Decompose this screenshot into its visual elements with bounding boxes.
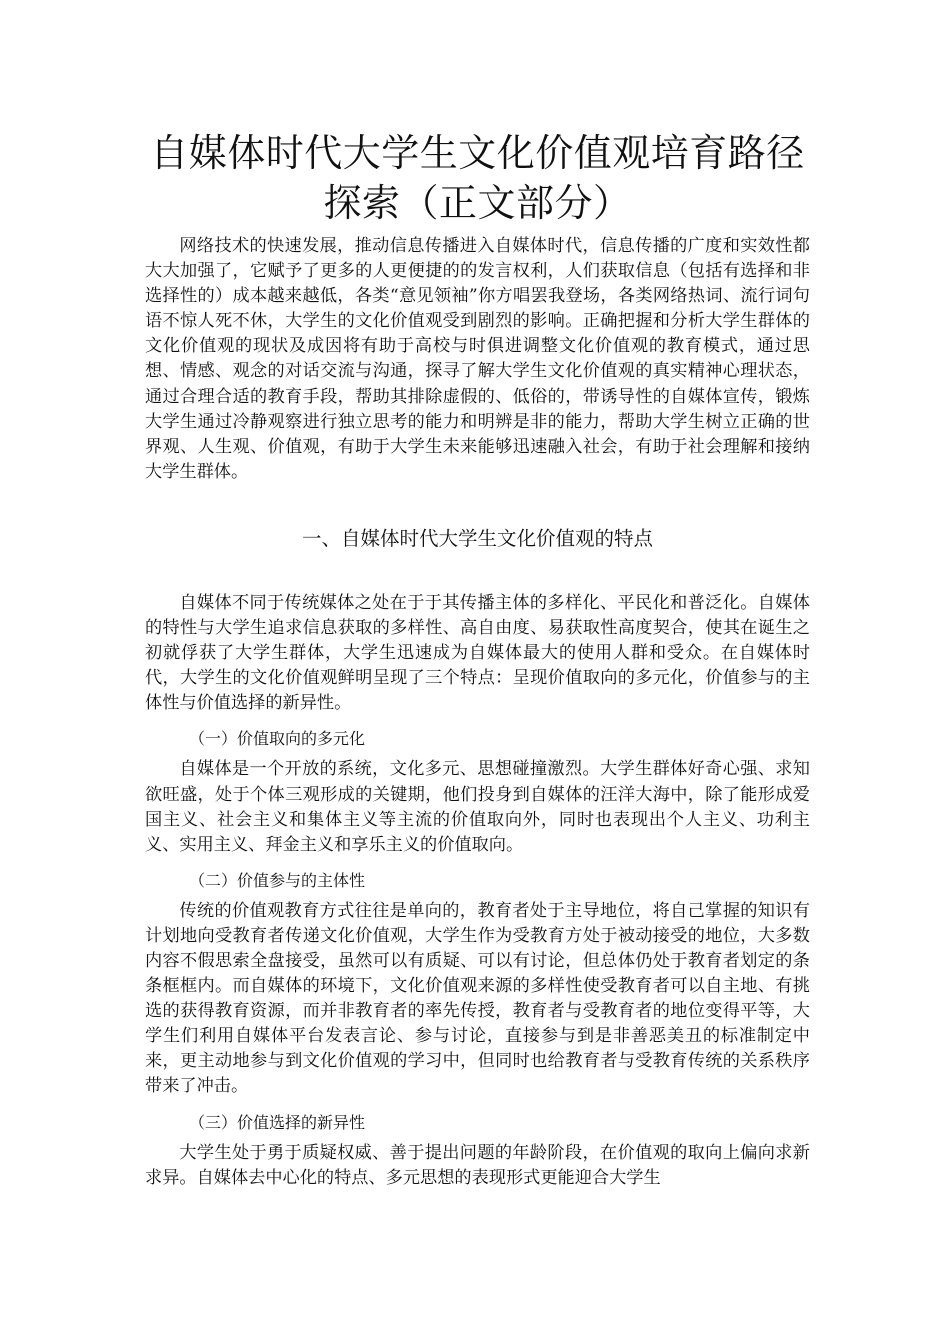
- paragraph-diversification: 自媒体是一个开放的系统，文化多元、思想碰撞激烈。大学生群体好奇心强、求知欲旺盛，处于个体三观形成的关键期，他们投身到自媒体的汪洋大海中，除了能形成爱国主义、社会主义和集体主义等主流的价值取向外，同时也表现出个人主义、功利主义、实用主义、拜金主义和享乐主义的价值取向。: [145, 759, 810, 855]
- paragraph-novelty: 大学生处于勇于质疑权威、善于提出问题的年龄阶段，在价值观的取向上偏向求新求异。自媒体去中心化的特点、多元思想的表现形式更能迎合大学生: [145, 1142, 810, 1188]
- section-paragraph: 自媒体不同于传统媒体之处在于于其传播主体的多样化、平民化和普泛化。自媒体的特性与大学生追求信息获取的多样性、高自由度、易获取性高度契合，使其在诞生之初就俘获了大学生群体，大学生迅速成为自媒体最大的使用人群和受众。在自媒体时代，大学生的文化价值观鲜明呈现了三个特点：呈现价值取向的多元化，价值参与的主体性与价值选择的新异性。: [145, 592, 810, 714]
- document-page: [145, 128, 810, 1191]
- paragraph-subjectivity: 传统的价值观教育方式往往是单向的，教育者处于主导地位，将自己掌握的知识有计划地向受教育者传递文化价值观，大学生作为受教育方处于被动接受的地位，大多数内容不假思索全盘接受，虽然可以有质疑、可以有讨论，但总体仍处于教育者划定的条条框框内。而自媒体的环境下，文化价值观来源的多样性使受教育者可以自主地、有挑选的获得教育资源，而并非教育者的率先传授，教育者与受教育者的地位变得平等，大学生们利用自媒体平台发表言论、参与讨论，直接参与到是非善恶美丑的标准制定中来，更主动地参与到文化价值观的学习中，但同时也给教育者与受教育传统的关系秩序带来了冲击。: [145, 900, 810, 1097]
- subheading-diversification: （一）价值取向的多元化: [189, 729, 366, 749]
- document-title: 自媒体时代大学生文化价值观培育路径探索（正文部分）: [150, 131, 805, 225]
- subheading-novelty: （三）价值选择的新异性: [189, 1112, 366, 1132]
- intro-paragraph: 网络技术的快速发展，推动信息传播进入自媒体时代，信息传播的广度和实效性都大大加强了，它赋予了更多的人更便捷的的发言权利，人们获取信息（包括有选择和非选择性的）成本越来越低，各类“意见领袖”你方唱罢我登场，各类网络热词、流行词句语不惊人死不休，大学生的文化价值观受到剧烈的影响。正确把握和分析大学生群体的文化价值观的现状及成因将有助于高校与时俱进调整文化价值观的教育模式，通过思想、情感、观念的对话交流与沟通，探寻了解大学生文化价值观的真实精神心理状态，通过合理合适的教育手段，帮助其排除虚假的、低俗的，带诱导性的自媒体宣传，锻炼大学生通过冷静观察进行独立思考的能力和明辨是非的能力，帮助大学生树立正确的世界观、人生观、价值观，有助于大学生未来能够迅速融入社会，有助于社会理解和接纳大学生群体。: [145, 236, 810, 482]
- subheading-subjectivity: （二）价值参与的主体性: [189, 870, 366, 890]
- section-heading-characteristics: 一、自媒体时代大学生文化价值观的特点: [301, 526, 653, 550]
